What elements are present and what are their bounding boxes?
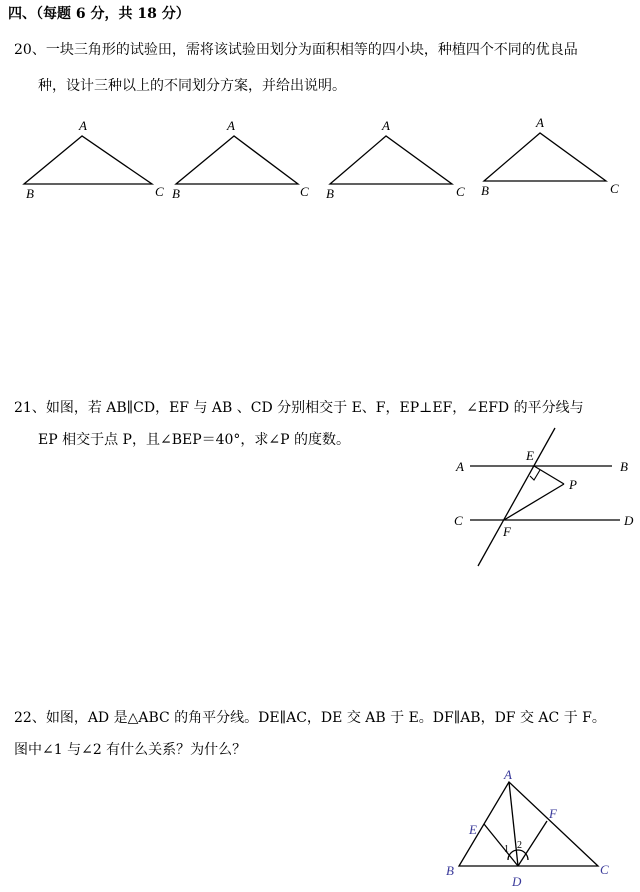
q21-text-line1: 21、如图，若 AB∥CD，EF 与 AB 、CD 分别相交于 E、F，EP⊥EF，∠EFD 的平分线与 (14, 400, 584, 416)
q20-t2-label-c: C (300, 184, 309, 199)
section-heading: 四、（每题 6 分，共 18 分） (8, 6, 190, 22)
q20-t2-label-b: B (172, 186, 180, 201)
q22-figure (446, 767, 609, 889)
q20-t4-label-b: B (481, 183, 489, 198)
q22-angle-2-label: 2 (517, 840, 522, 851)
q22-segment-de (484, 824, 518, 866)
q22-text-line1: 22、如图，AD 是△ABC 的角平分线。DE∥AC，DE 交 AB 于 E。DF∥AB，DF 交 AC 于 F。 (14, 710, 606, 726)
q21-text-line2: EP 相交于点 P，且∠BEP＝40°，求∠P 的度数。 (38, 432, 351, 448)
q20-t3-label-a: A (382, 118, 390, 133)
q20-t3-label-c: C (456, 184, 465, 199)
q22-segment-df (518, 821, 547, 866)
q22-angle-1-label: 1 (504, 844, 509, 855)
q21-label-d: D (624, 513, 634, 528)
q20-triangle-4 (481, 115, 619, 198)
q22-label-a: A (504, 767, 512, 782)
q21-figure (454, 428, 634, 566)
q21-label-f: F (503, 524, 511, 539)
q22-label-b: B (446, 863, 454, 878)
q22-text-line2: 图中∠1 与∠2 有什么关系？为什么？ (14, 742, 247, 758)
q22-triangle-abc (459, 782, 598, 866)
q21-segment-ep (534, 466, 564, 484)
q22-label-d: D (512, 874, 522, 889)
q20-t1-label-c: C (155, 184, 164, 199)
q22-label-f: F (549, 806, 557, 821)
q20-t1-label-a: A (79, 118, 87, 133)
q22-label-e: E (469, 822, 477, 837)
q22-label-c: C (600, 862, 609, 877)
q21-label-c: C (454, 513, 463, 528)
q20-t3-label-b: B (326, 186, 334, 201)
q21-right-angle-mark (530, 470, 540, 480)
q21-label-e: E (526, 448, 534, 463)
q20-t1-label-b: B (26, 186, 34, 201)
q21-label-a: A (456, 459, 464, 474)
q20-text-line1: 20、一块三角形的试验田，需将该试验田划分为面积相等的四小块，种植四个不同的优良品 (14, 42, 578, 58)
q21-label-b: B (620, 459, 628, 474)
q20-triangle-3 (326, 118, 465, 201)
q20-t4-label-c: C (610, 181, 619, 196)
q20-triangle-2 (172, 118, 309, 201)
q21-label-p: P (569, 477, 577, 492)
q20-triangle-1 (24, 118, 164, 201)
q20-t4-label-a: A (536, 115, 544, 130)
q20-text-line2: 种，设计三种以上的不同划分方案，并给出说明。 (38, 78, 346, 94)
q20-t2-label-a: A (227, 118, 235, 133)
